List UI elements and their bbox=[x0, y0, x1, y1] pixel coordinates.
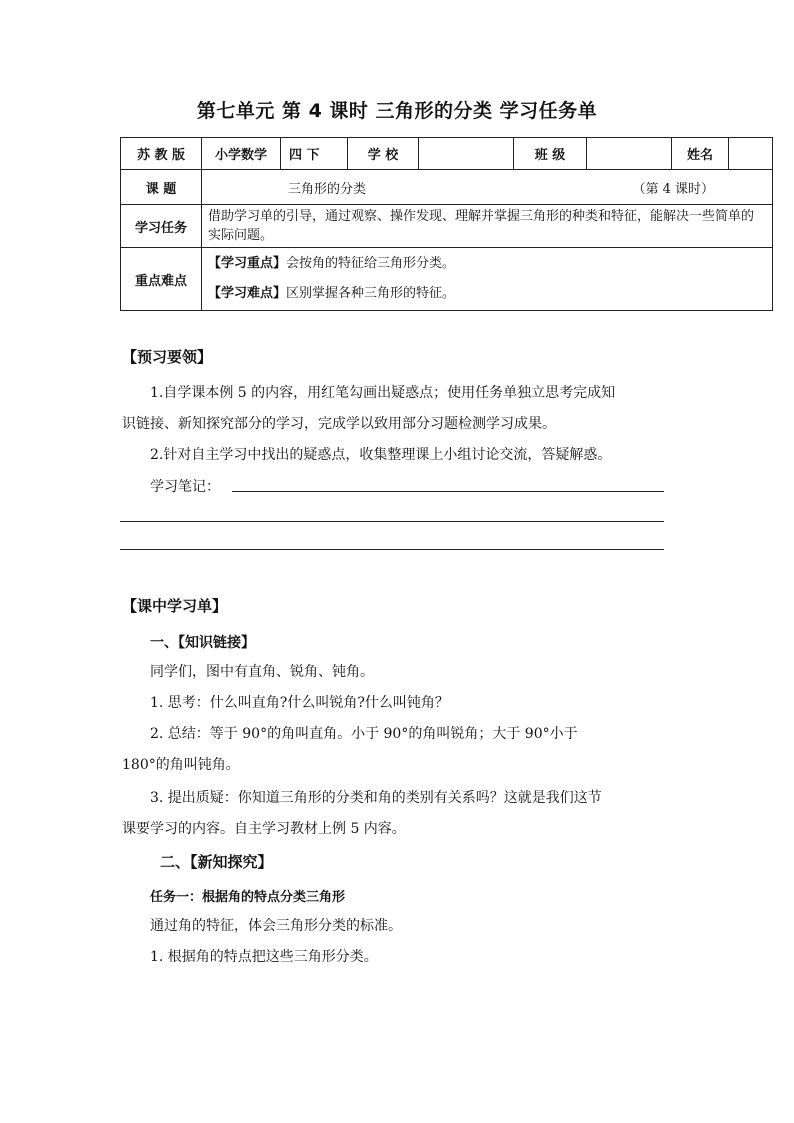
lesson-number: （第 4 课时） bbox=[632, 181, 714, 197]
info-row-task bbox=[121, 205, 773, 248]
notes-line-2[interactable] bbox=[120, 521, 664, 522]
name-value[interactable] bbox=[729, 138, 773, 170]
page-title: 第七单元 第 4 课时 三角形的分类 学习任务单 bbox=[196, 100, 598, 122]
question-2b: 180°的角叫钝角。 bbox=[122, 757, 240, 773]
key-label: 重点难点 bbox=[121, 248, 202, 311]
difficulty-label: 【学习难点】 bbox=[208, 286, 287, 301]
info-table bbox=[120, 137, 773, 311]
question-2a: 2. 总结：等于 90°的角叫直角。小于 90°的角叫锐角；大于 90°小于 bbox=[150, 726, 578, 742]
class-value[interactable] bbox=[587, 138, 672, 170]
school-value[interactable] bbox=[419, 138, 514, 170]
notes-line-3[interactable] bbox=[120, 549, 664, 550]
class-label: 班 级 bbox=[514, 138, 587, 170]
difficulty-text: 区别掌握各种三角形的特征。 bbox=[286, 286, 456, 301]
topic-cell bbox=[202, 170, 773, 205]
question-3a: 3. 提出质疑：你知道三角形的分类和角的类别有关系吗？这就是我们这节 bbox=[150, 790, 602, 806]
task-text: 借助学习单的引导，通过观察、操作发现、理解并掌握三角形的种类和特征，能解决一些简单的实际问题。 bbox=[202, 205, 773, 248]
version-label: 苏 教 版 bbox=[121, 138, 202, 170]
school-label: 学 校 bbox=[348, 138, 419, 170]
preview-p1b: 识链接、新知探究部分的学习，完成学以致用部分习题检测学习成果。 bbox=[122, 416, 556, 432]
topic-value: 三角形的分类 bbox=[288, 181, 367, 197]
key-point-label: 【学习重点】 bbox=[208, 256, 287, 271]
knowledge-link-heading: 一、【知识链接】 bbox=[150, 635, 255, 651]
difficulty-line bbox=[208, 279, 766, 309]
preview-p1a: 1.自学课本例 5 的内容，用红笔勾画出疑惑点；使用任务单独立思考完成知 bbox=[150, 385, 616, 401]
name-label: 姓名 bbox=[672, 138, 729, 170]
info-row-key bbox=[121, 248, 773, 311]
class-heading: 【课中学习单】 bbox=[122, 597, 228, 615]
task1-intro: 通过角的特征，体会三角形分类的标准。 bbox=[150, 918, 402, 934]
key-point-line bbox=[208, 249, 766, 279]
question-1: 1. 思考：什么叫直角?什么叫锐角?什么叫钝角？ bbox=[150, 695, 449, 711]
key-point-text: 会按角的特征给三角形分类。 bbox=[286, 256, 456, 271]
question-3b: 课要学习的内容。自主学习教材上例 5 内容。 bbox=[122, 821, 406, 837]
preview-heading: 【预习要领】 bbox=[122, 348, 213, 366]
key-cell bbox=[202, 248, 773, 311]
notes-line-1[interactable] bbox=[232, 491, 664, 492]
new-knowledge-heading: 二、【新知探究】 bbox=[160, 853, 273, 871]
topic-label: 课 题 bbox=[121, 170, 202, 205]
task-label: 学习任务 bbox=[121, 205, 202, 248]
knowledge-intro: 同学们，图中有直角、锐角、钝角。 bbox=[150, 664, 374, 680]
notes-label: 学习笔记： bbox=[150, 479, 220, 495]
info-row-basic bbox=[121, 138, 773, 170]
task1-question-1: 1. 根据角的特点把这些三角形分类。 bbox=[150, 949, 378, 965]
subject-cell: 小学数学 bbox=[202, 138, 281, 170]
grade-cell: 四 下 bbox=[281, 138, 348, 170]
info-row-topic bbox=[121, 170, 773, 205]
task1-heading: 任务一：根据角的特点分类三角形 bbox=[150, 890, 346, 905]
preview-p2: 2.针对自主学习中找出的疑惑点，收集整理课上小组讨论交流，答疑解惑。 bbox=[150, 447, 612, 463]
